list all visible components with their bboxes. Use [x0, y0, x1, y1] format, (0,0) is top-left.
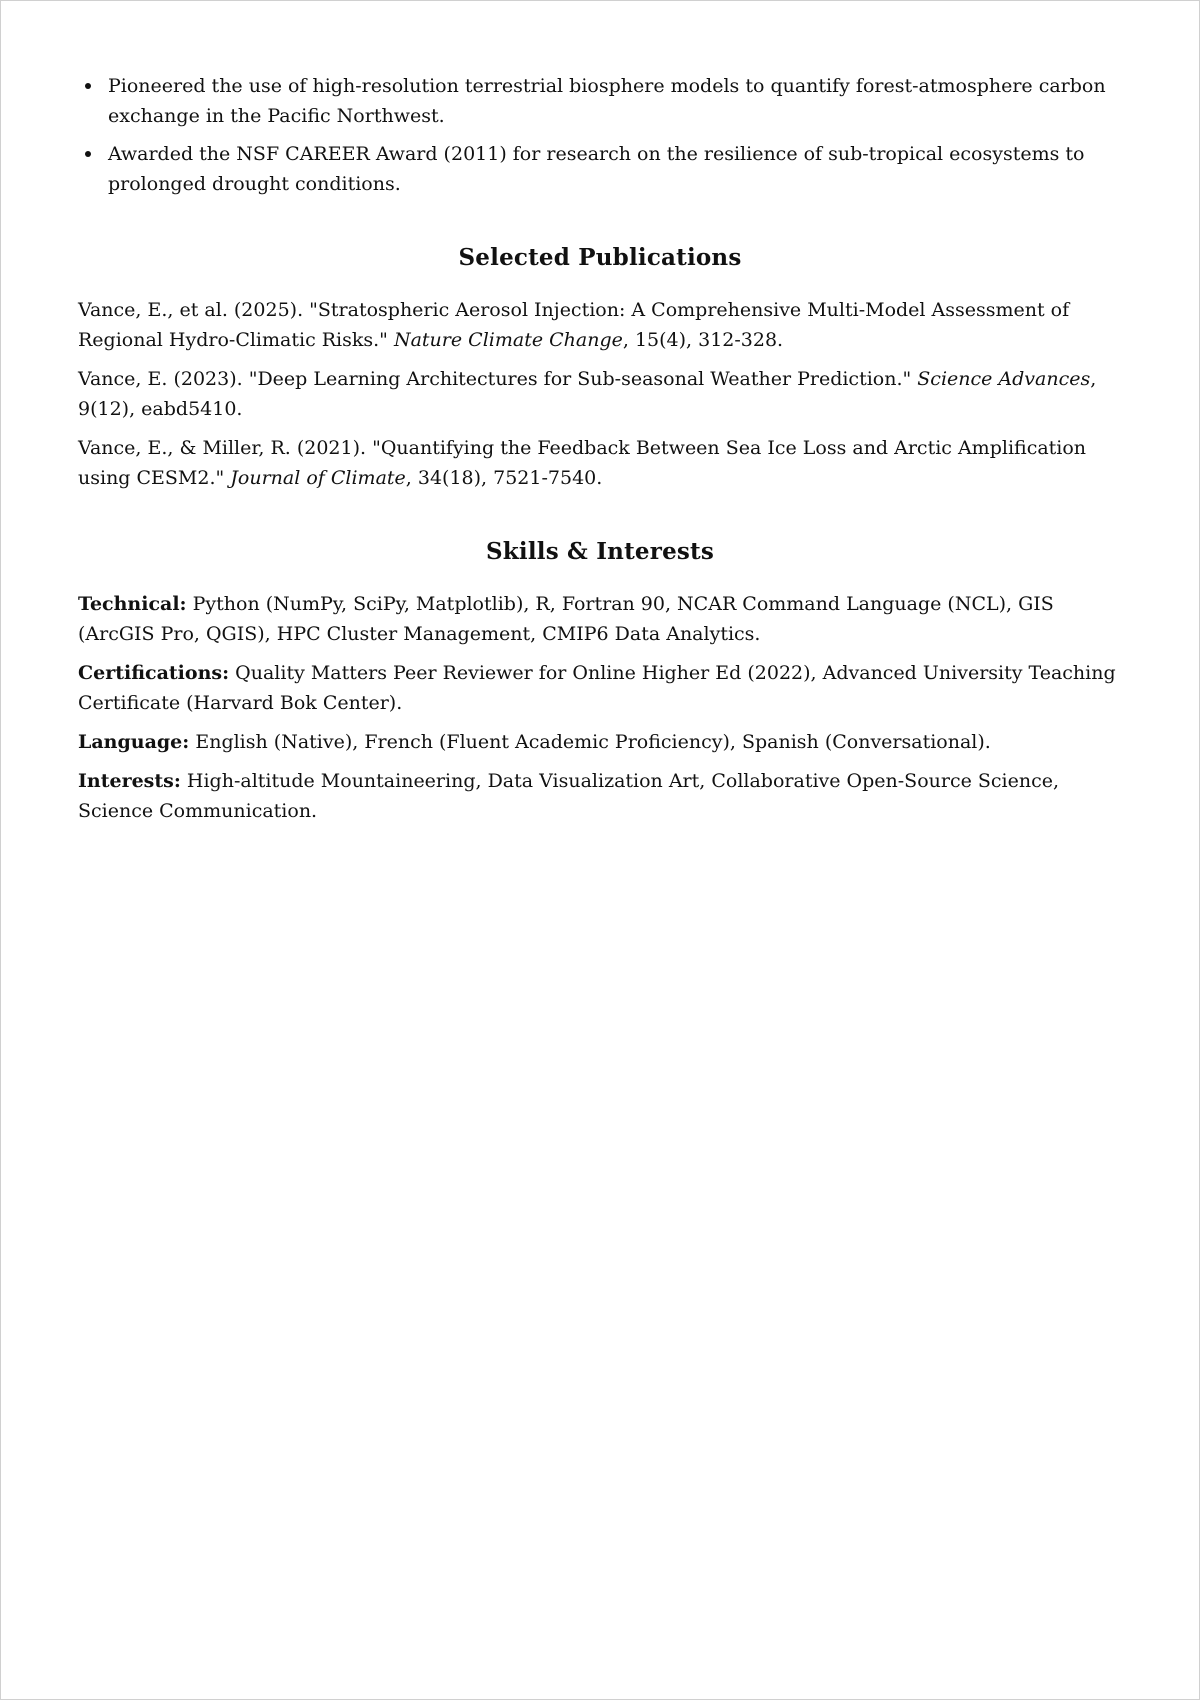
publication-volume: , 34(18), 7521-7540.: [405, 467, 603, 489]
skill-label: Technical:: [78, 593, 187, 615]
achievements-list: [78, 71, 1122, 199]
skill-entry-technical: [78, 589, 1122, 649]
publication-journal: Nature Climate Change: [393, 329, 623, 351]
skill-label: Language:: [78, 731, 190, 753]
skill-entry-certifications: [78, 658, 1122, 718]
achievement-text: Awarded the NSF CAREER Award (2011) for research on the resilience of sub-tropical ecosystems to prolonged drought conditions.: [108, 143, 1085, 195]
publications-section: [78, 243, 1122, 493]
skills-heading: Skills & Interests: [485, 538, 715, 565]
skill-label: Certifications:: [78, 662, 230, 684]
skill-text: Python (NumPy, SciPy, Matplotlib), R, Fortran 90, NCAR Command Language (NCL), GIS (ArcGIS Pro, QGIS), HPC Cluster Management, CMIP6 Data Analytics.: [78, 593, 1054, 645]
skill-text: English (Native), French (Fluent Academic Proficiency), Spanish (Conversational).: [189, 731, 991, 753]
skill-entry-language: [78, 727, 1122, 757]
bullet-icon: [85, 151, 91, 157]
publication-citation: Vance, E., et al. (2025). "Stratospheric Aerosol Injection: A Comprehensive Multi-Model Assessment of Regional Hydro-Climatic Risks.": [78, 299, 1070, 351]
skills-section: [78, 537, 1122, 826]
bullet-icon: [85, 83, 91, 89]
publications-heading: Selected Publications: [458, 244, 742, 271]
publication-journal: Science Advances: [917, 368, 1091, 390]
achievement-item: [108, 139, 1122, 199]
skill-entry-interests: [78, 766, 1122, 826]
skill-text: Quality Matters Peer Reviewer for Online Higher Ed (2022), Advanced University Teaching Certificate (Harvard Bok Center).: [78, 662, 1116, 714]
publication-entry: [78, 433, 1122, 493]
publication-citation: Vance, E., & Miller, R. (2021). "Quantifying the Feedback Between Sea Ice Loss and Arctic Amplification using CESM2.": [78, 437, 1087, 489]
skill-label: Interests:: [78, 770, 181, 792]
publication-volume: , 9(12), eabd5410.: [78, 368, 1097, 420]
publication-entry: [78, 364, 1122, 424]
achievement-item: [108, 71, 1122, 131]
publication-volume: , 15(4), 312-328.: [622, 329, 784, 351]
publication-citation: Vance, E. (2023). "Deep Learning Architectures for Sub-seasonal Weather Prediction.": [78, 368, 918, 390]
publication-journal: Journal of Climate: [230, 467, 406, 489]
skill-text: High-altitude Mountaineering, Data Visualization Art, Collaborative Open-Source Science, Science Communication.: [78, 770, 1060, 822]
achievement-text: Pioneered the use of high-resolution terrestrial biosphere models to quantify forest-atmosphere carbon exchange in the Pacific Northwest.: [108, 75, 1106, 127]
publication-entry: [78, 295, 1122, 355]
